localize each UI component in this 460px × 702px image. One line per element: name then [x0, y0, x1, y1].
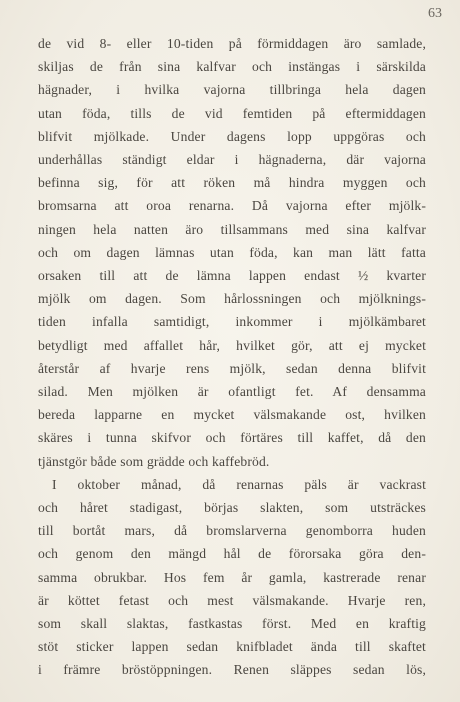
text-line: befinna sig, för att röken må hindra myggen och	[38, 175, 426, 191]
text-line: i främre bröstöppningen. Renen släppes sedan lös,	[38, 662, 426, 678]
text-line: tjänstgör både som grädde och kaffebröd.	[38, 453, 270, 469]
text-line: hägnader, i hvilka vajorna tillbringa hela dagen	[38, 82, 426, 98]
text-line: stöt sticker lappen sedan knifbladet ända till skaftet	[38, 639, 426, 655]
text-line: mjölk om dagen. Som hårlossningen och mjölknings-	[38, 291, 426, 307]
text-line: bromsarna att oroa renarna. Då vajorna efter mjölk-	[38, 198, 426, 214]
text-line: de vid 8- eller 10-tiden på förmiddagen äro samlade,	[38, 36, 426, 51]
paragraph-2	[38, 473, 426, 682]
text-line: underhållas ständigt eldar i hägnaderna, där vajorna	[38, 152, 426, 168]
text-line: samma obrukbar. Hos fem år gamla, kastrerade renar	[38, 569, 426, 585]
text-line: ningen hela natten äro tillsammans med sina kalfvar	[38, 221, 426, 237]
text-line: betydligt med affallet hår, hvilket gör, att ej mycket	[38, 337, 426, 353]
text-line: skäres i tunna skifvor och förtäres till kaffet, då den	[38, 430, 426, 446]
text-line: tiden infalla samtidigt, inkommer i mjölkämbaret	[38, 314, 426, 330]
text-line: I oktober månad, då renarnas päls är vackrast	[52, 476, 426, 492]
text-line: skiljas de från sina kalfvar och instängas i särskilda	[38, 59, 426, 75]
body-text	[38, 32, 426, 682]
text-line: som skall slaktas, fastkastas först. Med en kraftig	[38, 616, 426, 632]
text-line: blifvit mjölkade. Under dagens lopp uppgöras och	[38, 128, 426, 144]
text-line: återstår af hvarje rens mjölk, sedan denna blifvit	[38, 360, 426, 376]
text-line: och håret stadigast, börjas slakten, som utsträckes	[38, 500, 426, 516]
page-number: 63	[428, 6, 442, 21]
text-line: till bortåt mars, då bromslarverna genomborra huden	[38, 523, 426, 539]
text-line: silad. Men mjölken är ofantligt fet. Af densamma	[38, 384, 426, 400]
text-line: utan föda, tills de vid femtiden på eftermiddagen	[38, 105, 426, 121]
text-line: och genom den mängd hål de förorsaka göra den-	[38, 546, 426, 562]
text-line: orsaken till att de lämna lappen endast ½ kvarter	[38, 268, 426, 284]
paragraph-1	[38, 32, 426, 473]
text-line: bereda lapparne en mycket välsmakande ost, hvilken	[38, 407, 426, 423]
text-line: är köttet fetast och mest välsmakande. Hvarje ren,	[38, 592, 426, 608]
text-line: och om dagen lämnas utan föda, kan man lätt fatta	[38, 244, 426, 260]
